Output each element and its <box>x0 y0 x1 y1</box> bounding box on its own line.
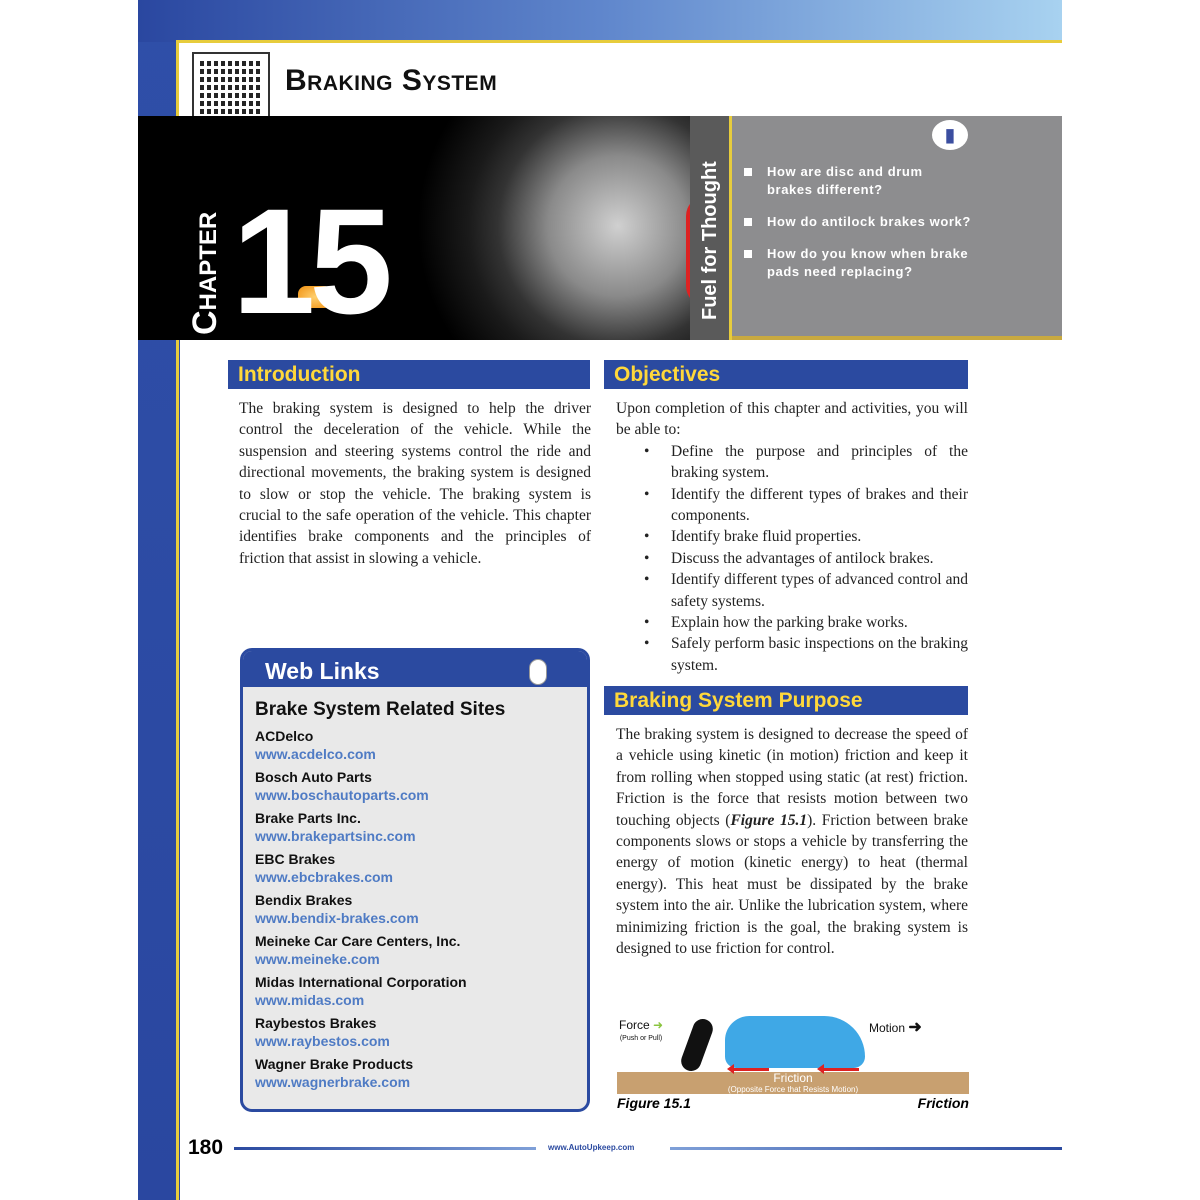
objective-item: • Discuss the advantages of antilock brakes. <box>644 548 968 569</box>
figure-caption <box>617 1095 969 1111</box>
figure-reference: Figure 15.1 <box>730 811 808 829</box>
site-name: Meineke Car Care Centers, Inc. <box>255 933 461 949</box>
web-link-item <box>255 1055 575 1091</box>
web-links-heading: Web Links <box>265 658 380 684</box>
objective-item: • Identify the different types of brakes and their components. <box>644 484 968 527</box>
site-name: Bosch Auto Parts <box>255 769 372 785</box>
introduction-heading: Introduction <box>228 360 590 389</box>
site-url-link[interactable]: www.raybestos.com <box>255 1033 390 1049</box>
site-name: ACDelco <box>255 728 314 744</box>
objective-item: • Safely perform basic inspections on the braking system. <box>644 633 968 676</box>
site-url-link[interactable]: www.boschautoparts.com <box>255 787 429 803</box>
site-name: Bendix Brakes <box>255 892 353 908</box>
objective-item: • Define the purpose and principles of the braking system. <box>644 441 968 484</box>
web-links-header <box>243 651 587 687</box>
purpose-text <box>616 724 968 959</box>
site-url-link[interactable]: www.meineke.com <box>255 951 380 967</box>
objectives <box>616 398 968 676</box>
site-name: Raybestos Brakes <box>255 1015 377 1031</box>
fuel-question: How are disc and drum brakes different? <box>742 163 972 199</box>
friction-label <box>617 1073 969 1095</box>
motion-text: Motion <box>869 1021 906 1035</box>
figure-number: Figure 15.1 <box>617 1095 691 1111</box>
objective-item: • Identify different types of advanced control and safety systems. <box>644 569 968 612</box>
force-label <box>619 1020 663 1044</box>
chapter-label: Chapter <box>186 211 224 335</box>
site-name: Brake Parts Inc. <box>255 810 361 826</box>
site-url-link[interactable]: www.bendix-brakes.com <box>255 910 419 926</box>
chapter-number: 15 <box>232 177 387 345</box>
site-name: EBC Brakes <box>255 851 336 867</box>
friction-figure <box>617 1012 969 1094</box>
thought-bubble-fuel-icon: ▮ <box>932 120 968 150</box>
web-link-item <box>255 809 575 845</box>
web-link-item <box>255 768 575 804</box>
site-url-link[interactable]: www.ebcbrakes.com <box>255 869 393 885</box>
site-url-link[interactable]: www.wagnerbrake.com <box>255 1074 411 1090</box>
site-url-link[interactable]: www.brakepartsinc.com <box>255 828 416 844</box>
web-links-title: Brake System Related Sites <box>255 699 506 720</box>
friction-text: Friction <box>773 1071 813 1085</box>
fuel-questions <box>742 163 972 295</box>
mouse-icon <box>529 659 547 685</box>
fuel-label: Fuel for Thought <box>699 161 721 320</box>
web-link-item <box>255 973 575 1009</box>
objective-item: • Identify brake fluid properties. <box>644 526 968 547</box>
objective-item: • Explain how the parking brake works. <box>644 612 968 633</box>
web-link-item <box>255 850 575 886</box>
purpose-heading: Braking System Purpose <box>604 686 968 715</box>
purpose-text-b: ). Friction between brake components slows or stops a vehicle by transferring the energy of motion (kinetic energy) to heat (thermal energy). This heat must be dissipated by the brake system into the air. Unlike the lubrication system, where minimizing friction is the goal, the braking system is designed to use friction for control. <box>616 811 968 958</box>
person-pushing <box>678 1016 715 1074</box>
friction-arrow-icon <box>733 1068 769 1071</box>
site-name: Wagner Brake Products <box>255 1056 414 1072</box>
footer-url: www.AutoUpkeep.com <box>548 1143 635 1152</box>
motion-label <box>869 1017 922 1037</box>
web-link-item <box>255 891 575 927</box>
fuel-question: How do antilock brakes work? <box>742 213 972 231</box>
web-link-item <box>255 727 575 763</box>
top-color-band <box>138 0 1062 42</box>
fuel-question: How do you know when brake pads need replacing? <box>742 245 972 281</box>
objectives-lead: Upon completion of this chapter and activities, you will be able to: <box>616 400 968 439</box>
site-name: Midas International Corporation <box>255 974 467 990</box>
friction-arrow-icon <box>823 1068 859 1071</box>
web-links-box <box>240 648 590 1112</box>
web-link-item <box>255 1014 575 1050</box>
site-url-link[interactable]: www.midas.com <box>255 992 365 1008</box>
footer-rule <box>234 1147 536 1150</box>
car-silhouette <box>725 1016 865 1068</box>
footer-rule <box>670 1147 1062 1150</box>
force-sub: (Push or Pull) <box>619 1035 663 1042</box>
site-url-link[interactable]: www.acdelco.com <box>255 746 376 762</box>
force-text: Force <box>619 1018 650 1032</box>
introduction-text: The braking system is designed to help the driver control the deceleration of the vehicle. While the suspension and steering systems control the ride and directional movements, the braking system is designed to slow or stop the vehicle. The braking system is crucial to the safe operation of the vehicle. This chapter identifies brake components and the principles of friction that assist in slowing a vehicle. <box>239 400 591 567</box>
web-link-item <box>255 932 575 968</box>
figure-title: Friction <box>917 1095 969 1111</box>
objectives-heading: Objectives <box>604 360 968 389</box>
purpose-text-a: The braking system is designed to decrease the speed of a vehicle using kinetic (in motion) friction and keep it from rolling when stopped using static (at rest) friction. Friction is the force that resists motion between two touching objects ( <box>616 726 968 829</box>
force-arrow-icon: ➜ <box>653 1018 664 1032</box>
chapter-title: Braking System <box>285 64 498 97</box>
friction-sub: (Opposite Force that Resists Motion) <box>727 1085 859 1094</box>
motion-arrow-icon: ➜ <box>908 1019 922 1036</box>
page-number: 180 <box>188 1136 224 1159</box>
